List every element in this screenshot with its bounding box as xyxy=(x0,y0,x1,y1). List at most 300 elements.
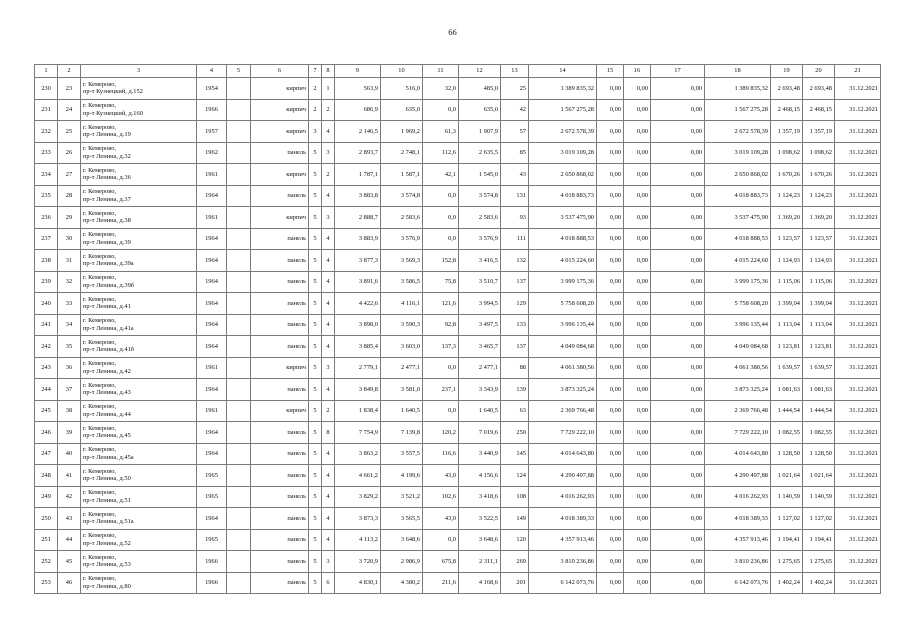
cell-col-1: 253 xyxy=(35,572,58,594)
column-header-12: 12 xyxy=(459,65,501,78)
cell-col-20: 1 670,26 xyxy=(803,164,835,186)
cell-col-13: 129 xyxy=(501,293,529,315)
cell-col-12: 3 497,5 xyxy=(459,314,501,336)
cell-col-14: 5 758 608,20 xyxy=(529,293,597,315)
cell-col-15: 0,00 xyxy=(597,78,624,100)
cell-col-18: 4 016 262,93 xyxy=(705,486,771,508)
address-cell xyxy=(81,400,197,422)
cell-col-5 xyxy=(227,508,251,530)
cell-col-9: 2 893,7 xyxy=(335,142,381,164)
cell-col-11: 42,1 xyxy=(423,164,459,186)
cell-col-20: 1 399,04 xyxy=(803,293,835,315)
cell-col-19: 1 021,64 xyxy=(771,465,803,487)
cell-col-11: 61,3 xyxy=(423,121,459,143)
column-header-20: 20 xyxy=(803,65,835,78)
cell-col-2: 32 xyxy=(58,271,81,293)
cell-col-10: 516,0 xyxy=(381,78,423,100)
cell-col-9: 1 838,4 xyxy=(335,400,381,422)
address-city: г. Кемерово, xyxy=(83,489,116,497)
cell-col-11: 102,6 xyxy=(423,486,459,508)
table-row xyxy=(35,486,881,508)
cell-col-17: 0,00 xyxy=(651,529,705,551)
cell-col-9: 3 883,9 xyxy=(335,228,381,250)
cell-col-9: 3 849,8 xyxy=(335,379,381,401)
cell-col-8: 4 xyxy=(322,121,335,143)
cell-col-19: 1 399,04 xyxy=(771,293,803,315)
cell-col-20: 1 081,63 xyxy=(803,379,835,401)
address-street: пр-т Ленина, д.36 xyxy=(83,174,131,182)
cell-col-19: 1 275,65 xyxy=(771,551,803,573)
cell-col-2: 24 xyxy=(58,99,81,121)
table-row xyxy=(35,551,881,573)
cell-col-5 xyxy=(227,271,251,293)
cell-col-2: 26 xyxy=(58,142,81,164)
address-city: г. Кемерово, xyxy=(83,403,116,411)
cell-col-9: 3 898,0 xyxy=(335,314,381,336)
cell-col-13: 133 xyxy=(501,314,529,336)
address-street: пр-т Ленина, д.32 xyxy=(83,152,131,160)
cell-col-1: 249 xyxy=(35,486,58,508)
cell-col-10: 3 581,0 xyxy=(381,379,423,401)
cell-col-10: 3 521,2 xyxy=(381,486,423,508)
cell-col-1: 241 xyxy=(35,314,58,336)
cell-col-17: 0,00 xyxy=(651,228,705,250)
cell-col-2: 42 xyxy=(58,486,81,508)
cell-col-15: 0,00 xyxy=(597,228,624,250)
cell-col-13: 108 xyxy=(501,486,529,508)
cell-col-8: 4 xyxy=(322,314,335,336)
column-header-4: 4 xyxy=(197,65,227,78)
cell-col-21: 31.12.2021 xyxy=(835,572,881,594)
cell-col-16: 0,00 xyxy=(624,336,651,358)
cell-col-15: 0,00 xyxy=(597,164,624,186)
cell-col-5 xyxy=(227,336,251,358)
cell-col-18: 4 018 883,73 xyxy=(705,185,771,207)
cell-col-10: 4 199,6 xyxy=(381,465,423,487)
cell-col-5 xyxy=(227,529,251,551)
table-row xyxy=(35,572,881,594)
cell-col-20: 1 444,54 xyxy=(803,400,835,422)
cell-col-18: 3 999 175,36 xyxy=(705,271,771,293)
cell-col-12: 2 635,5 xyxy=(459,142,501,164)
cell-col-20: 1 127,02 xyxy=(803,508,835,530)
cell-col-18: 4 049 084,68 xyxy=(705,336,771,358)
cell-col-5 xyxy=(227,250,251,272)
cell-col-1: 235 xyxy=(35,185,58,207)
cell-col-9: 3 883,8 xyxy=(335,185,381,207)
cell-col-1: 234 xyxy=(35,164,58,186)
address-street: пр-т Ленина, д.51 xyxy=(83,496,131,504)
address-cell xyxy=(81,293,197,315)
column-header-1: 1 xyxy=(35,65,58,78)
cell-col-8: 3 xyxy=(322,551,335,573)
cell-col-13: 57 xyxy=(501,121,529,143)
cell-col-20: 1 124,23 xyxy=(803,185,835,207)
cell-col-17: 0,00 xyxy=(651,465,705,487)
address-city: г. Кемерово, xyxy=(83,252,116,260)
cell-col-4: 1964 xyxy=(197,443,227,465)
cell-col-20: 1 123,81 xyxy=(803,336,835,358)
column-header-3: 3 xyxy=(81,65,197,78)
cell-col-12: 1 907,9 xyxy=(459,121,501,143)
address-street: пр-т Ленина, д.41б xyxy=(83,346,135,354)
cell-col-13: 145 xyxy=(501,443,529,465)
cell-col-19: 1 124,93 xyxy=(771,250,803,272)
address-cell xyxy=(81,551,197,573)
cell-col-19: 1 123,81 xyxy=(771,336,803,358)
cell-col-14: 4 290 497,88 xyxy=(529,465,597,487)
cell-col-8: 2 xyxy=(322,400,335,422)
cell-col-12: 4 168,6 xyxy=(459,572,501,594)
cell-col-7: 2 xyxy=(309,99,322,121)
cell-col-10: 1 587,1 xyxy=(381,164,423,186)
cell-col-21: 31.12.2021 xyxy=(835,142,881,164)
cell-col-14: 3 537 475,90 xyxy=(529,207,597,229)
cell-col-14: 3 810 236,86 xyxy=(529,551,597,573)
cell-col-1: 236 xyxy=(35,207,58,229)
cell-col-1: 252 xyxy=(35,551,58,573)
cell-col-21: 31.12.2021 xyxy=(835,443,881,465)
address-street: пр-т Ленина, д.19 xyxy=(83,131,131,139)
address-cell xyxy=(81,271,197,293)
table-row xyxy=(35,207,881,229)
cell-col-2: 40 xyxy=(58,443,81,465)
table-row xyxy=(35,185,881,207)
cell-col-15: 0,00 xyxy=(597,121,624,143)
cell-col-5 xyxy=(227,572,251,594)
cell-col-9: 686,9 xyxy=(335,99,381,121)
cell-col-21: 31.12.2021 xyxy=(835,228,881,250)
cell-col-8: 8 xyxy=(322,422,335,444)
cell-col-14: 1 567 275,28 xyxy=(529,99,597,121)
cell-col-17: 0,00 xyxy=(651,78,705,100)
address-street: пр-т Ленина, д.45 xyxy=(83,432,131,440)
cell-col-5 xyxy=(227,164,251,186)
cell-col-1: 238 xyxy=(35,250,58,272)
cell-col-11: 237,1 xyxy=(423,379,459,401)
cell-col-14: 6 142 073,76 xyxy=(529,572,597,594)
address-city: г. Кемерово, xyxy=(83,231,116,239)
cell-col-12: 485,0 xyxy=(459,78,501,100)
address-street: пр-т Ленина, д.41а xyxy=(83,324,134,332)
address-cell xyxy=(81,508,197,530)
cell-col-19: 1 081,63 xyxy=(771,379,803,401)
cell-col-9: 3 720,9 xyxy=(335,551,381,573)
cell-col-5 xyxy=(227,99,251,121)
cell-col-5 xyxy=(227,293,251,315)
cell-col-13: 85 xyxy=(501,142,529,164)
address-street: пр-т Ленина, д.41 xyxy=(83,303,131,311)
cell-col-7: 5 xyxy=(309,572,322,594)
cell-col-18: 4 015 224,60 xyxy=(705,250,771,272)
cell-col-15: 0,00 xyxy=(597,508,624,530)
cell-col-8: 3 xyxy=(322,357,335,379)
address-street: пр-т Ленина, д.38 xyxy=(83,217,131,225)
cell-col-5 xyxy=(227,551,251,573)
address-city: г. Кемерово, xyxy=(83,80,116,88)
cell-col-17: 0,00 xyxy=(651,551,705,573)
cell-col-6: панель xyxy=(251,250,309,272)
cell-col-8: 4 xyxy=(322,486,335,508)
cell-col-6: панель xyxy=(251,228,309,250)
table-row xyxy=(35,250,881,272)
cell-col-18: 1 567 275,28 xyxy=(705,99,771,121)
cell-col-14: 4 014 643,80 xyxy=(529,443,597,465)
cell-col-13: 132 xyxy=(501,250,529,272)
cell-col-19: 1 402,24 xyxy=(771,572,803,594)
table-row xyxy=(35,164,881,186)
address-cell xyxy=(81,207,197,229)
cell-col-21: 31.12.2021 xyxy=(835,379,881,401)
cell-col-17: 0,00 xyxy=(651,164,705,186)
cell-col-2: 44 xyxy=(58,529,81,551)
address-city: г. Кемерово, xyxy=(83,166,116,174)
cell-col-1: 248 xyxy=(35,465,58,487)
cell-col-11: 43,0 xyxy=(423,508,459,530)
cell-col-4: 1961 xyxy=(197,164,227,186)
cell-col-6: панель xyxy=(251,443,309,465)
cell-col-17: 0,00 xyxy=(651,293,705,315)
address-city: г. Кемерово, xyxy=(83,446,116,454)
cell-col-21: 31.12.2021 xyxy=(835,207,881,229)
address-city: г. Кемерово, xyxy=(83,295,116,303)
cell-col-6: панель xyxy=(251,293,309,315)
cell-col-7: 5 xyxy=(309,207,322,229)
cell-col-21: 31.12.2021 xyxy=(835,293,881,315)
cell-col-21: 31.12.2021 xyxy=(835,357,881,379)
cell-col-17: 0,00 xyxy=(651,486,705,508)
register-table-container xyxy=(34,64,880,594)
cell-col-7: 5 xyxy=(309,185,322,207)
cell-col-14: 3 999 175,36 xyxy=(529,271,597,293)
cell-col-17: 0,00 xyxy=(651,250,705,272)
cell-col-14: 2 650 868,02 xyxy=(529,164,597,186)
address-street: пр-т Ленина, д.43 xyxy=(83,389,131,397)
address-cell xyxy=(81,443,197,465)
cell-col-2: 45 xyxy=(58,551,81,573)
cell-col-12: 3 343,9 xyxy=(459,379,501,401)
table-row xyxy=(35,357,881,379)
cell-col-15: 0,00 xyxy=(597,572,624,594)
cell-col-19: 1 124,23 xyxy=(771,185,803,207)
cell-col-6: кирпич xyxy=(251,121,309,143)
cell-col-16: 0,00 xyxy=(624,357,651,379)
cell-col-19: 1 639,57 xyxy=(771,357,803,379)
cell-col-13: 124 xyxy=(501,465,529,487)
address-street: пр-т Ленина, д.52 xyxy=(83,539,131,547)
cell-col-8: 4 xyxy=(322,465,335,487)
cell-col-13: 42 xyxy=(501,99,529,121)
cell-col-6: панель xyxy=(251,142,309,164)
address-city: г. Кемерово, xyxy=(83,360,116,368)
cell-col-5 xyxy=(227,400,251,422)
address-city: г. Кемерово, xyxy=(83,317,116,325)
cell-col-19: 1 098,62 xyxy=(771,142,803,164)
cell-col-7: 3 xyxy=(309,121,322,143)
cell-col-21: 31.12.2021 xyxy=(835,164,881,186)
cell-col-11: 0,0 xyxy=(423,207,459,229)
cell-col-15: 0,00 xyxy=(597,185,624,207)
cell-col-16: 0,00 xyxy=(624,271,651,293)
address-city: г. Кемерово, xyxy=(83,510,116,518)
column-number-row xyxy=(35,65,881,78)
cell-col-21: 31.12.2021 xyxy=(835,551,881,573)
cell-col-5 xyxy=(227,314,251,336)
cell-col-19: 1 444,54 xyxy=(771,400,803,422)
cell-col-5 xyxy=(227,142,251,164)
cell-col-9: 2 888,7 xyxy=(335,207,381,229)
cell-col-18: 4 061 380,56 xyxy=(705,357,771,379)
address-cell xyxy=(81,99,197,121)
cell-col-17: 0,00 xyxy=(651,572,705,594)
address-cell xyxy=(81,529,197,551)
cell-col-21: 31.12.2021 xyxy=(835,271,881,293)
cell-col-8: 4 xyxy=(322,185,335,207)
cell-col-12: 2 477,1 xyxy=(459,357,501,379)
cell-col-10: 3 576,9 xyxy=(381,228,423,250)
cell-col-17: 0,00 xyxy=(651,357,705,379)
cell-col-17: 0,00 xyxy=(651,379,705,401)
cell-col-4: 1964 xyxy=(197,336,227,358)
cell-col-13: 137 xyxy=(501,336,529,358)
cell-col-13: 269 xyxy=(501,551,529,573)
cell-col-16: 0,00 xyxy=(624,121,651,143)
table-row xyxy=(35,142,881,164)
cell-col-12: 2 311,1 xyxy=(459,551,501,573)
cell-col-16: 0,00 xyxy=(624,314,651,336)
column-header-14: 14 xyxy=(529,65,597,78)
cell-col-10: 1 640,5 xyxy=(381,400,423,422)
cell-col-6: панель xyxy=(251,465,309,487)
column-header-19: 19 xyxy=(771,65,803,78)
column-header-5: 5 xyxy=(227,65,251,78)
cell-col-19: 2 693,48 xyxy=(771,78,803,100)
cell-col-11: 675,8 xyxy=(423,551,459,573)
cell-col-12: 3 648,6 xyxy=(459,529,501,551)
column-header-11: 11 xyxy=(423,65,459,78)
address-city: г. Кемерово, xyxy=(83,575,116,583)
cell-col-21: 31.12.2021 xyxy=(835,250,881,272)
cell-col-21: 31.12.2021 xyxy=(835,314,881,336)
cell-col-8: 4 xyxy=(322,529,335,551)
cell-col-9: 4 830,1 xyxy=(335,572,381,594)
cell-col-12: 3 576,9 xyxy=(459,228,501,250)
cell-col-15: 0,00 xyxy=(597,99,624,121)
cell-col-18: 2 369 766,48 xyxy=(705,400,771,422)
table-row xyxy=(35,78,881,100)
address-street: пр-т Ленина, д.51а xyxy=(83,518,134,526)
cell-col-19: 1 670,26 xyxy=(771,164,803,186)
cell-col-5 xyxy=(227,228,251,250)
cell-col-16: 0,00 xyxy=(624,164,651,186)
cell-col-16: 0,00 xyxy=(624,486,651,508)
cell-col-7: 5 xyxy=(309,314,322,336)
cell-col-7: 5 xyxy=(309,400,322,422)
cell-col-18: 4 018 888,53 xyxy=(705,228,771,250)
cell-col-1: 242 xyxy=(35,336,58,358)
cell-col-6: панель xyxy=(251,336,309,358)
column-header-18: 18 xyxy=(705,65,771,78)
page-number: 66 xyxy=(448,27,457,37)
cell-col-10: 4 380,2 xyxy=(381,572,423,594)
table-row xyxy=(35,228,881,250)
address-cell xyxy=(81,185,197,207)
column-header-21: 21 xyxy=(835,65,881,78)
cell-col-7: 5 xyxy=(309,271,322,293)
cell-col-20: 2 468,15 xyxy=(803,99,835,121)
column-header-8: 8 xyxy=(322,65,335,78)
cell-col-20: 1 357,19 xyxy=(803,121,835,143)
cell-col-4: 1964 xyxy=(197,293,227,315)
cell-col-11: 120,2 xyxy=(423,422,459,444)
cell-col-9: 4 422,6 xyxy=(335,293,381,315)
cell-col-20: 1 369,20 xyxy=(803,207,835,229)
cell-col-6: кирпич xyxy=(251,207,309,229)
cell-col-10: 3 557,5 xyxy=(381,443,423,465)
cell-col-14: 7 729 222,10 xyxy=(529,422,597,444)
cell-col-20: 2 693,48 xyxy=(803,78,835,100)
cell-col-13: 88 xyxy=(501,357,529,379)
cell-col-2: 38 xyxy=(58,400,81,422)
cell-col-15: 0,00 xyxy=(597,336,624,358)
cell-col-15: 0,00 xyxy=(597,293,624,315)
cell-col-6: кирпич xyxy=(251,78,309,100)
cell-col-2: 31 xyxy=(58,250,81,272)
cell-col-19: 1 369,20 xyxy=(771,207,803,229)
table-row xyxy=(35,400,881,422)
cell-col-2: 23 xyxy=(58,78,81,100)
cell-col-20: 1 113,04 xyxy=(803,314,835,336)
cell-col-21: 31.12.2021 xyxy=(835,185,881,207)
table-row xyxy=(35,271,881,293)
address-cell xyxy=(81,78,197,100)
cell-col-7: 2 xyxy=(309,78,322,100)
register-table xyxy=(34,64,881,594)
cell-col-15: 0,00 xyxy=(597,486,624,508)
cell-col-12: 3 994,5 xyxy=(459,293,501,315)
cell-col-9: 3 863,2 xyxy=(335,443,381,465)
cell-col-1: 232 xyxy=(35,121,58,143)
cell-col-4: 1964 xyxy=(197,228,227,250)
table-row xyxy=(35,121,881,143)
cell-col-1: 230 xyxy=(35,78,58,100)
cell-col-21: 31.12.2021 xyxy=(835,400,881,422)
cell-col-12: 3 416,5 xyxy=(459,250,501,272)
cell-col-14: 3 996 135,44 xyxy=(529,314,597,336)
cell-col-10: 3 565,5 xyxy=(381,508,423,530)
cell-col-20: 1 124,93 xyxy=(803,250,835,272)
cell-col-12: 4 156,6 xyxy=(459,465,501,487)
cell-col-12: 3 418,6 xyxy=(459,486,501,508)
table-row xyxy=(35,508,881,530)
address-city: г. Кемерово, xyxy=(83,424,116,432)
cell-col-19: 1 127,02 xyxy=(771,508,803,530)
cell-col-16: 0,00 xyxy=(624,78,651,100)
cell-col-18: 3 996 135,44 xyxy=(705,314,771,336)
address-cell xyxy=(81,379,197,401)
cell-col-13: 201 xyxy=(501,572,529,594)
cell-col-18: 2 650 868,02 xyxy=(705,164,771,186)
cell-col-7: 5 xyxy=(309,336,322,358)
cell-col-7: 5 xyxy=(309,529,322,551)
cell-col-11: 43,0 xyxy=(423,465,459,487)
cell-col-18: 3 810 236,86 xyxy=(705,551,771,573)
cell-col-2: 46 xyxy=(58,572,81,594)
cell-col-12: 3 522,5 xyxy=(459,508,501,530)
cell-col-21: 31.12.2021 xyxy=(835,78,881,100)
cell-col-16: 0,00 xyxy=(624,508,651,530)
cell-col-2: 35 xyxy=(58,336,81,358)
